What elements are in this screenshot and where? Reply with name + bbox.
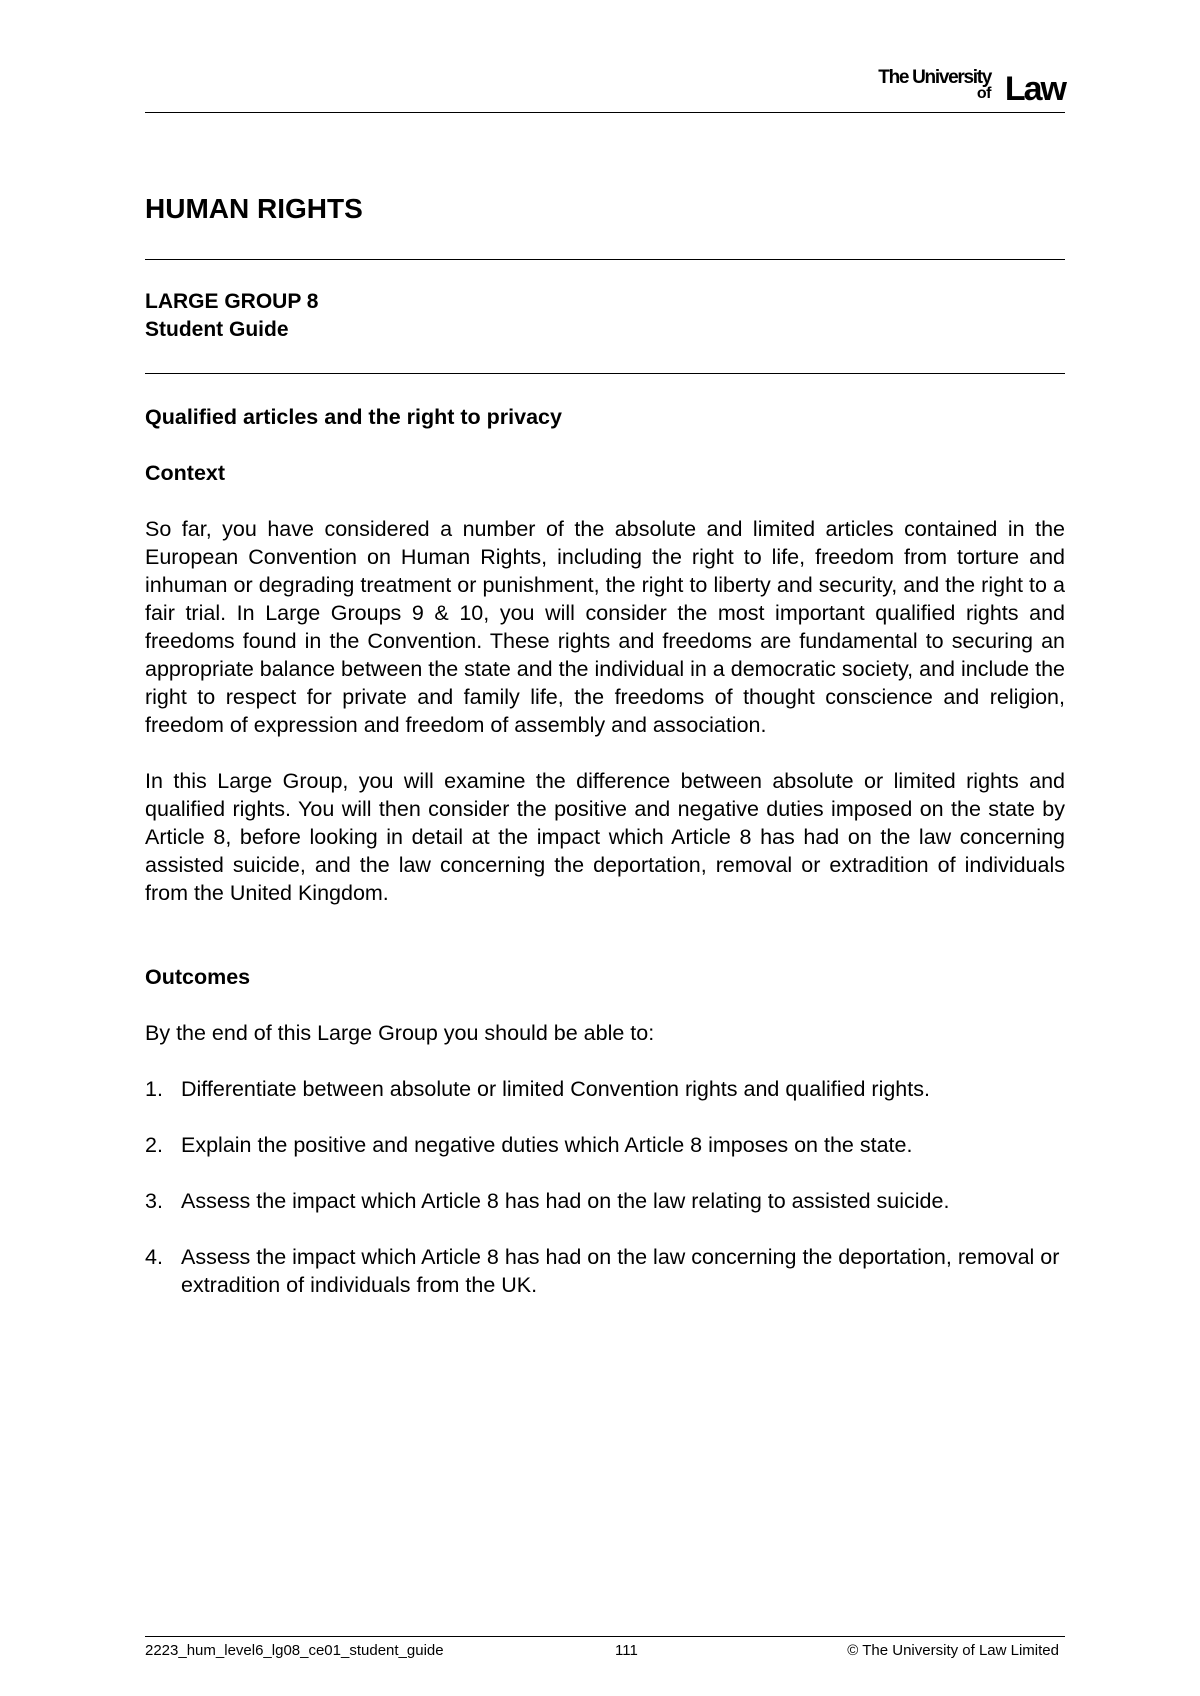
list-item-number: 4.	[145, 1245, 163, 1269]
context-paragraph-1: So far, you have considered a number of the absolute and limited articles contained in the European Convention on Human Rights, including the right to life, freedom from torture and inhuman or degrading treatment or punishment, the right to liberty and security, and the right to a fair trial. In Large Groups 9 & 10, you will consider the most important qualified rights and freedoms found in the Convention. These rights and freedoms are fundamental to securing an appropriate balance between the state and the individual in a democratic society, and include the right to respect for private and family life, the freedoms of thought conscience and religion, freedom of expression and freedom of assembly and association.	[145, 517, 1065, 737]
document-page	[145, 0, 1065, 1696]
context-paragraph-2: In this Large Group, you will examine the difference between absolute or limited rights and qualified rights. You will then consider the positive and negative duties imposed on the state by Article 8, before looking in detail at the impact which Article 8 has had on the law concerning assisted suicide, and the law concerning the deportation, removal or extradition of individuals from the United Kingdom.	[145, 769, 1065, 905]
list-item-text: Assess the impact which Article 8 has had on the law concerning the deportation, removal or extradition of individuals from the UK.	[181, 1245, 1060, 1297]
document-subtitle	[145, 288, 318, 344]
university-logo	[855, 64, 1065, 110]
footer-page-number: 111	[615, 1642, 638, 1659]
list-item-number: 1.	[145, 1077, 163, 1101]
list-item-text: Assess the impact which Article 8 has had on the law relating to assisted suicide.	[181, 1189, 950, 1213]
list-item	[145, 1187, 1065, 1215]
logo-text-of: of	[976, 85, 991, 102]
logo-text-university: The University	[878, 67, 991, 88]
header-divider	[145, 112, 1065, 113]
context-heading: Context	[145, 461, 226, 485]
subtitle-divider	[145, 373, 1065, 374]
document-title: HUMAN RIGHTS	[145, 193, 363, 224]
list-item	[145, 1131, 1065, 1159]
outcomes-intro: By the end of this Large Group you should be able to:	[145, 1021, 655, 1045]
outcomes-heading: Outcomes	[145, 965, 251, 989]
list-item-number: 3.	[145, 1189, 163, 1213]
section-heading: Qualified articles and the right to privacy	[145, 405, 562, 429]
list-item-number: 2.	[145, 1133, 163, 1157]
list-item-text: Differentiate between absolute or limited Convention rights and qualified rights.	[181, 1077, 930, 1101]
large-group-label: LARGE GROUP 8	[145, 290, 319, 313]
list-item-text: Explain the positive and negative duties which Article 8 imposes on the state.	[181, 1133, 913, 1157]
list-item	[145, 1243, 1065, 1299]
footer-document-id: 2223_hum_level6_lg08_ce01_student_guide	[145, 1642, 444, 1659]
student-guide-label: Student Guide	[145, 318, 289, 341]
title-divider	[145, 259, 1065, 260]
outcomes-list	[145, 1075, 1065, 1299]
document-body	[145, 403, 1065, 1327]
list-item	[145, 1075, 1065, 1103]
logo-text-law: Law	[1004, 70, 1065, 108]
footer-divider	[145, 1636, 1065, 1637]
footer-copyright: © The University of Law Limited	[847, 1642, 1059, 1659]
